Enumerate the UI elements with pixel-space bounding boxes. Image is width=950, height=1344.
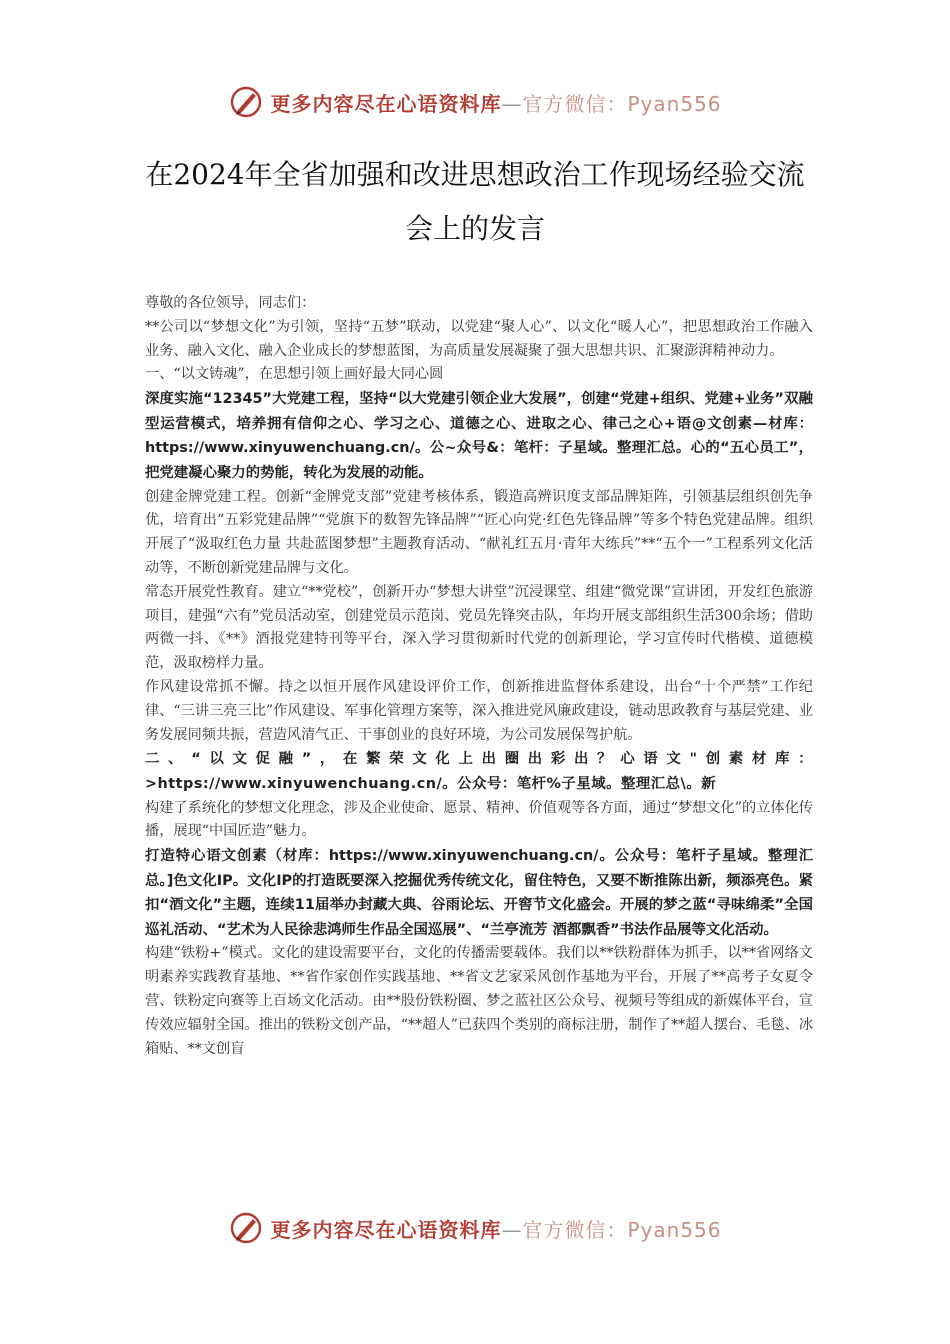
header-banner [0, 80, 950, 124]
page-title: 在2024年全省加强和改进思想政治工作现场经验交流会上的发言 [145, 158, 805, 245]
pen-logo-icon [228, 1210, 264, 1246]
paragraph: 作风建设常抓不懈。持之以恒开展作风建设评价工作，创新推进监督体系建设，出台“十个严禁”工作纪律、“三讲三亮三比”作风建设、军事化管理方案等，深入推进党风廉政建设，链动思政教育与基层党建、业务发展同频共振，营造风清气正、干事创业的良好环境，为公司发展保驾护航。 [145, 678, 813, 743]
paragraph: 构建了系统化的梦想文化理念，涉及企业使命、愿景、精神、价值观等各方面，通过“梦想文化”的立体化传播，展现“中国匠造”魅力。 [145, 799, 813, 840]
paragraph: 构建“铁粉+”模式。文化的建设需要平台，文化的传播需要载体。我们以**铁粉群体为抓手，以**省网络文明素养实践教育基地、**省作家创作实践基地、**省文艺家采风创作基地为平台，开展了**高考子女夏令营、铁粉定向赛等上百场文化活动。由**股份铁粉圈、梦之蓝社区公众号、视频号等组成的新媒体平台，宣传效应辐射全国。推出的铁粉文创产品，“**超人”已获四个类别的商标注册，制作了**超人摆台、毛毯、冰箱贴、**文创盲 [145, 945, 813, 1057]
paragraph: 常态开展党性教育。建立“**党校”，创新开办“梦想大讲堂”沉浸课堂、组建“微党课”宣讲团，开发红色旅游项目，建强“六有”党员活动室，创建党员示范岗、党员先锋突击队，年均开展支部组织生活300余场；借助两微一抖、《**》酒报党建特刊等平台，深入学习贯彻新时代党的创新理论，学习宣传时代楷模、道德模范，汲取榜样力量。 [145, 583, 813, 672]
footer-banner [0, 1206, 950, 1250]
paragraph: 尊敬的各位领导，同志们： [145, 295, 316, 311]
paragraph-bold: 打造特心语文创素（材库：https://www.xinyuwenchuang.cn/。公众号：笔杆子星域。整理汇总。]色文化IP。文化IP的打造既要深入挖掘优秀传统文化，留住特色，又要不断推陈出新，频添亮色。紧扣“酒文化”主题，连续11届举办封藏大典、谷雨论坛、开窖节文化盛会。开展的梦之蓝“寻味绵柔”全国巡礼活动、“艺术为人民徐悲鸿师生作品全国巡展”、“兰亭流芳 酒都飘香”书法作品展等文化活动。 [145, 848, 813, 938]
paragraph-bold: 深度实施“12345”大党建工程，坚持“以大党建引领企业大发展”，创建“党建+组织、党建+业务”双融型运营模式，培养拥有信仰之心、学习之心、道德之心、进取之心、律己之心+语@文创素—材库：https://www.xinyuwenchuang.cn/。公~众号&：笔杆：子星域。整理汇总。心的“五心员工”，把党建凝心聚力的势能，转化为发展的动能。 [145, 391, 813, 481]
paragraph: 创建金牌党建工程。创新“金牌党支部”党建考核体系，锻造高辨识度支部品牌矩阵，引领基层组织创先争优，培育出“五彩党建品牌”“党旗下的数智先锋品牌”“匠心向党·红色先锋品牌”等多个特色党建品牌。组织开展了“汲取红色力量 共赴蓝图梦想”主题教育活动、“献礼红五月·青年大练兵”**“五个一”工程系列文化活动等，不断创新党建品牌与文化。 [145, 488, 813, 576]
banner-text: 更多内容尽在心语资料库—官方微信：Pyan556 [270, 1217, 722, 1242]
banner-text: 更多内容尽在心语资料库—官方微信：Pyan556 [270, 91, 722, 116]
paragraph: **公司以“梦想文化”为引领，坚持“五梦”联动，以党建“聚人心”、以文化“暖人心”，把思想政治工作融入业务、融入文化、融入企业成长的梦想蓝图，为高质量发展凝聚了强大思想共识、汇聚澎湃精神动力。 [145, 318, 813, 359]
document-body [145, 292, 813, 1061]
section-heading: 一、“以文铸魂”，在思想引领上画好最大同心圆 [145, 366, 444, 383]
pen-logo-icon [228, 84, 264, 120]
section-heading-bold: 二、“以文促融”，在繁荣文化上出圈出彩出？心语文"创素材库：>https://www.xinyuwenchuang.cn/。公众号：笔杆%子星域。整理汇总\。新 [145, 751, 813, 792]
